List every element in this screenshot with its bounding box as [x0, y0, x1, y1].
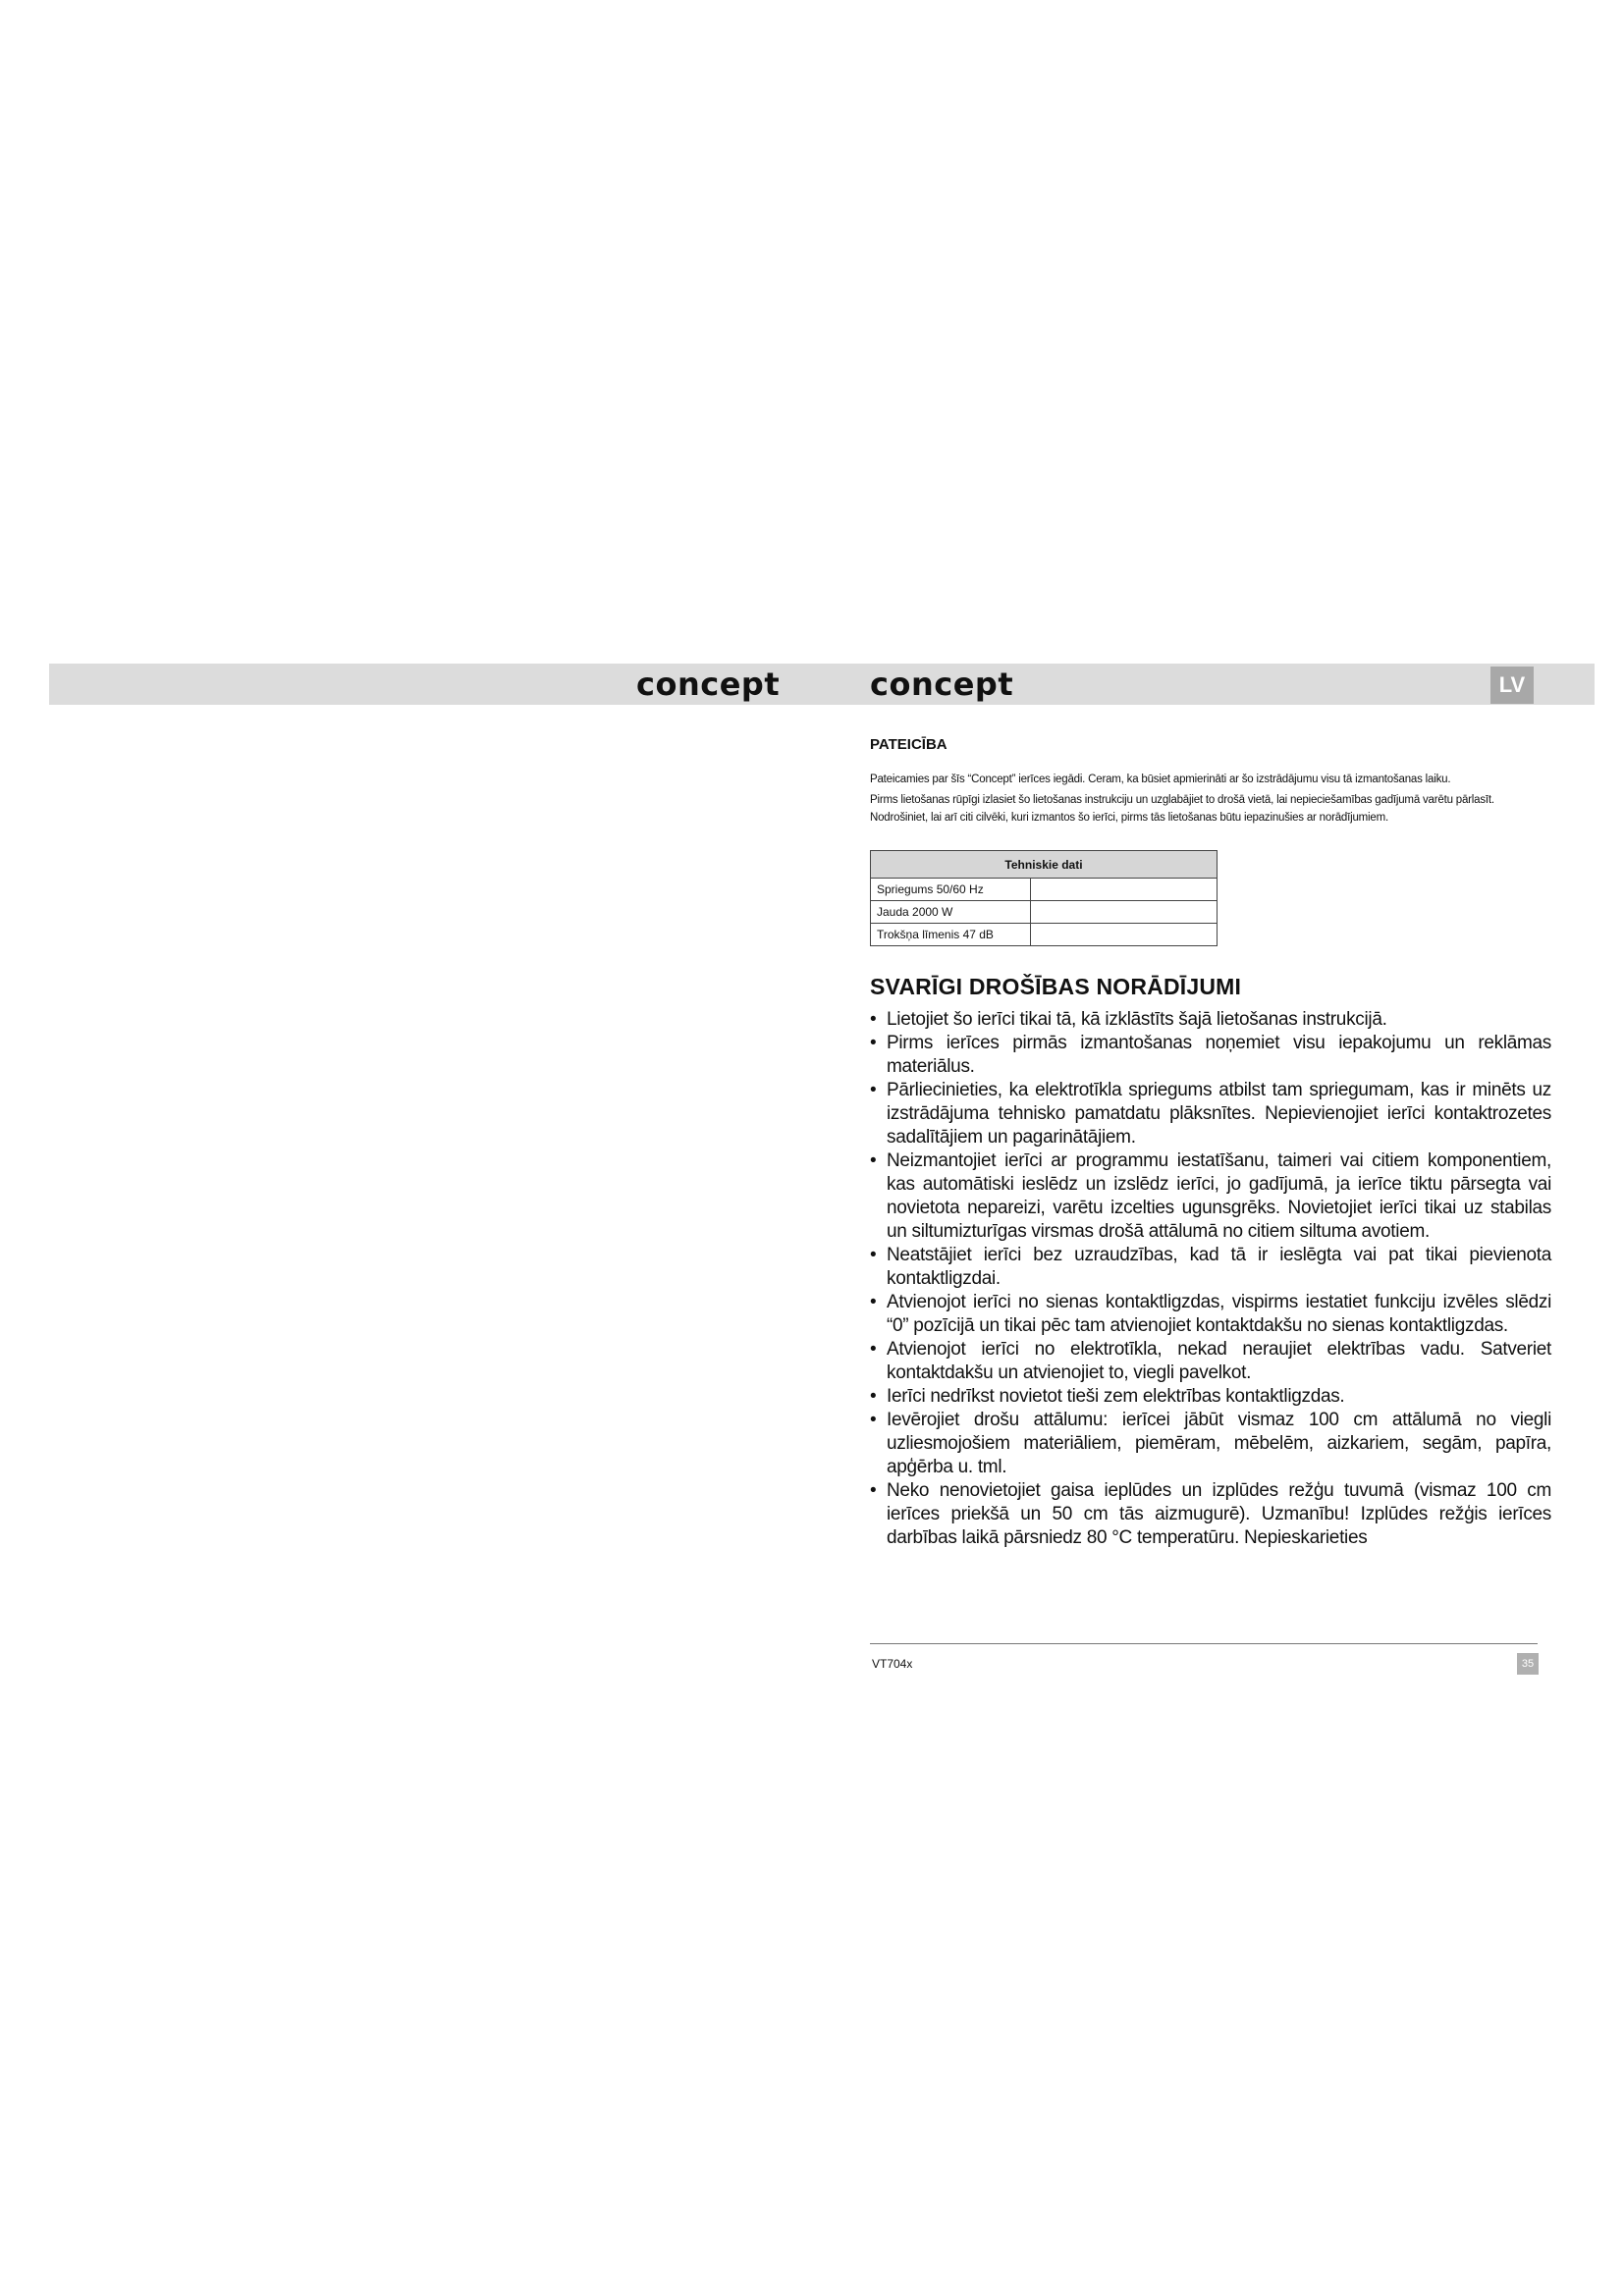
table-row [871, 879, 1218, 901]
list-item: • Lietojiet šo ierīci tikai tā, kā izklāstīts šajā lietošanas instrukcijā. [870, 1008, 1551, 1032]
table-row [871, 901, 1218, 924]
page-number: 35 [1517, 1653, 1539, 1675]
spec-value [1031, 924, 1218, 946]
technical-data-table [870, 850, 1218, 946]
table-row [871, 924, 1218, 946]
language-badge: LV [1490, 667, 1534, 704]
safety-heading: SVARĪGI DROŠĪBAS NORĀDĪJUMI [870, 974, 1242, 999]
spec-label: Spriegums 50/60 Hz [871, 879, 1031, 901]
intro-paragraph-1: Pateicamies par šīs “Concept” ierīces iegādi. Ceram, ka būsiet apmierināti ar šo izstrādājumu visu tā izmantošanas laiku. [870, 774, 1451, 785]
list-item: • Atvienojot ierīci no elektrotīkla, nekad neraujiet elektrības vadu. Satveriet kontaktdakšu un atvienojiet to, viegli pavelkot. [870, 1338, 1551, 1385]
safety-list [870, 1008, 1551, 1550]
list-item: • Neko nenovietojiet gaisa ieplūdes un izplūdes režģu tuvumā (vismaz 100 cm ierīces priekšā un 50 cm tās aizmugurē). Uzmanību! Izplūdes režģis ierīces darbības laikā pārsniedz 80 °C temperatūru. Nepieskarieties [870, 1479, 1551, 1550]
page-content [870, 736, 1551, 1550]
spec-label: Trokšņa līmenis 47 dB [871, 924, 1031, 946]
list-item: • Pirms ierīces pirmās izmantošanas noņemiet visu iepakojumu un reklāmas materiālus. [870, 1032, 1551, 1079]
technical-data-title: Tehniskie dati [871, 851, 1218, 879]
list-item: • Atvienojot ierīci no sienas kontaktligzdas, vispirms iestatiet funkciju izvēles slēdzi “0” pozīcijā un tikai pēc tam atvienojiet kontaktdakšu no sienas kontaktligzdas. [870, 1291, 1551, 1338]
header-band [49, 664, 1595, 705]
list-item: • Neatstājiet ierīci bez uzraudzības, kad tā ir ieslēgta vai pat tikai pievienota kontaktligzdai. [870, 1244, 1551, 1291]
concept-logo-left: concept [636, 666, 781, 703]
list-item: • Ierīci nedrīkst novietot tieši zem elektrības kontaktligzdas. [870, 1385, 1551, 1409]
list-item: • Pārliecinieties, ka elektrotīkla spriegums atbilst tam spriegumam, kas ir minēts uz izstrādājuma tehnisko pamatdatu plāksnītes. Nepievienojiet ierīci kontaktrozetes sadalītājiem un pagarinātājiem. [870, 1079, 1551, 1149]
spec-label: Jauda 2000 W [871, 901, 1031, 924]
concept-logo-right: concept [870, 666, 1014, 703]
list-item: • Neizmantojiet ierīci ar programmu iestatīšanu, taimeri vai citiem komponentiem, kas automātiski ieslēdz un izslēdz ierīci, jo gadījumā, ja ierīce tiktu pārsegta vai novietota nepareizi, varētu izcelties ugunsgrēks. Novietojiet ierīci tikai uz stabilas un siltumizturīgas virsmas drošā attālumā no citiem siltuma avotiem. [870, 1149, 1551, 1244]
list-item: • Ievērojiet drošu attālumu: ierīcei jābūt vismaz 100 cm attālumā no viegli uzliesmojošiem materiāliem, piemēram, mēbelēm, aizkariem, segām, papīra, apģērba u. tml. [870, 1409, 1551, 1479]
spec-value [1031, 901, 1218, 924]
thanks-heading: PATEICĪBA [870, 736, 947, 753]
spec-value [1031, 879, 1218, 901]
intro-paragraph-2: Pirms lietošanas rūpīgi izlasiet šo lietošanas instrukciju un uzglabājiet to drošā vietā, lai nepieciešamības gadījumā varētu pārlasīt. Nodrošiniet, lai arī citi cilvēki, kuri izmantos šo ierīci, pirms tās lietošanas būtu iepazinušies ar norādījumiem. [870, 794, 1494, 824]
model-number: VT704x [872, 1657, 913, 1671]
footer-divider [870, 1643, 1538, 1644]
